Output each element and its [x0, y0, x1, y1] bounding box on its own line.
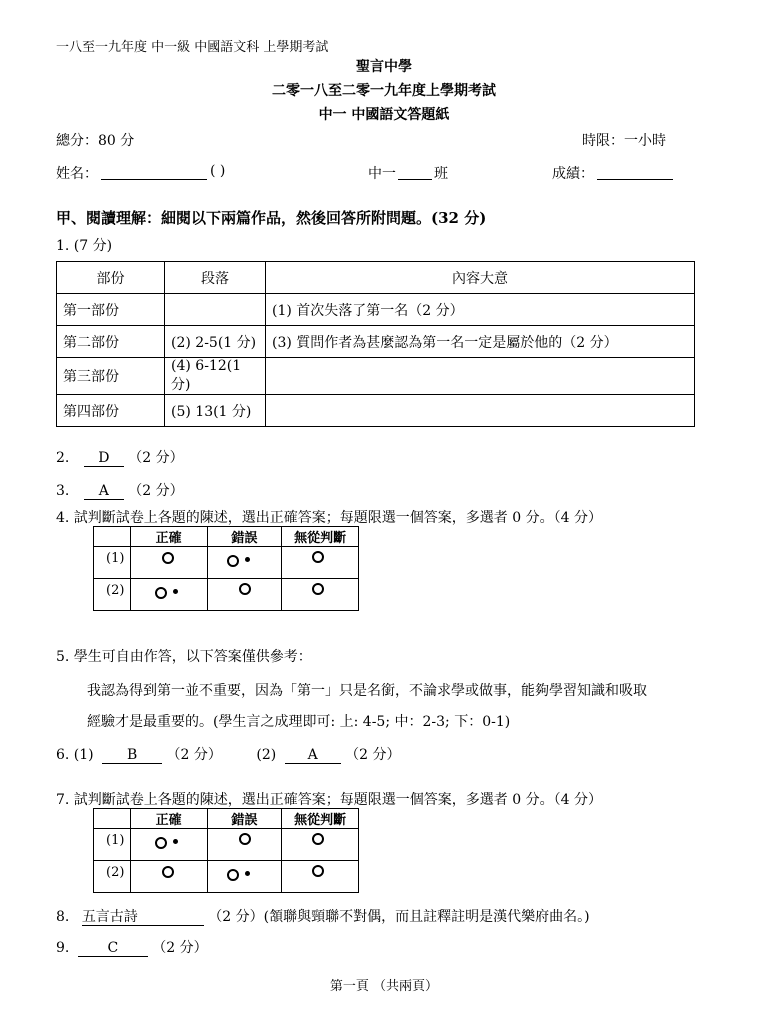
q6-answer-2: A	[285, 748, 341, 764]
grid-header-row	[94, 809, 359, 829]
q8-answer: 五言古詩	[82, 910, 204, 926]
grade-label: 成績：	[552, 166, 594, 182]
table-row	[57, 326, 695, 358]
q1-label: 1. (7 分)	[56, 238, 113, 254]
q5-answer-line-1: 我認為得到第一並不重要，因為「第一」只是名銜，不論求學或做事，能夠學習知識和吸取	[87, 683, 647, 699]
table-cell: (1) 首次失落了第一名（2 分）	[266, 294, 695, 326]
row-label: (2)	[106, 865, 125, 880]
q8-line	[56, 906, 590, 926]
selected-dot-icon	[245, 871, 250, 876]
header-top-line: 一八至一九年度 中一級 中國語文科 上學期考試	[56, 40, 329, 55]
option-circle-icon	[312, 833, 324, 845]
time-limit: 時限：一小時	[582, 133, 666, 149]
q6-prefix: 6. (1)	[56, 747, 94, 763]
option-circle-icon	[162, 552, 174, 564]
option-circle-icon	[155, 837, 167, 849]
selected-dot-icon	[245, 557, 250, 562]
selected-dot-icon	[173, 589, 178, 594]
q3-answer: A	[84, 484, 124, 500]
header-cell: 段落	[165, 262, 266, 294]
q3-line	[56, 480, 184, 500]
option-circle-icon	[239, 833, 251, 845]
q9-number: 9.	[56, 940, 70, 956]
grid-header-cell: 無從判斷	[282, 809, 359, 829]
row-label: (1)	[106, 551, 125, 566]
header-cell: 部份	[57, 262, 165, 294]
table-row	[57, 395, 695, 427]
row-label: (2)	[106, 583, 125, 598]
grid-header-cell: 正確	[130, 527, 207, 547]
q6-label-2: (2)	[256, 747, 277, 763]
q8-rest: （2 分）(頷聯與頸聯不對偶，而且註釋註明是漢代樂府曲名。)	[208, 909, 590, 925]
q4-answer-grid	[93, 526, 359, 611]
q9-marks: （2 分）	[152, 940, 208, 956]
total-score: 總分：80 分	[56, 133, 135, 149]
school-name: 聖言中學	[356, 59, 412, 75]
q2-marks: （2 分）	[128, 450, 184, 466]
q3-number: 3.	[56, 483, 70, 499]
paper-title: 中一 中國語文答題紙	[318, 107, 450, 123]
class-number-paren: ( )	[210, 163, 226, 179]
option-circle-icon	[155, 587, 167, 599]
name-blank[interactable]	[101, 164, 207, 180]
name-label: 姓名：	[56, 166, 98, 182]
table-cell: (5) 13(1 分)	[165, 395, 266, 427]
table-cell	[266, 358, 695, 395]
table-row	[57, 294, 695, 326]
q7-answer-grid	[93, 808, 359, 893]
q9-line	[56, 937, 208, 957]
option-circle-icon	[227, 555, 239, 567]
class-suffix: 班	[434, 166, 448, 182]
option-circle-icon	[227, 869, 239, 881]
table-row	[57, 358, 695, 395]
table-cell: (4) 6-12(1 分)	[165, 358, 266, 395]
exam-title: 二零一八至二零一九年度上學期考試	[272, 83, 496, 99]
grid-header-row	[94, 527, 359, 547]
class-prefix: 中一	[368, 166, 396, 182]
q6-marks-2: （2 分）	[345, 747, 401, 763]
grid-header-cell: 正確	[130, 809, 207, 829]
q5-answer-line-2: 經驗才是最重要的。(學生言之成理即可: 上: 4-5; 中：2-3; 下：0-1)	[87, 714, 511, 730]
option-circle-icon	[312, 551, 324, 563]
table-cell: 第四部份	[57, 395, 165, 427]
q9-answer: C	[78, 941, 148, 957]
grid-row	[94, 829, 359, 861]
selected-dot-icon	[173, 839, 178, 844]
grid-row	[94, 861, 359, 893]
row-label: (1)	[106, 833, 125, 848]
q6-answer-1: B	[102, 748, 162, 764]
q7-text: 7. 試判斷試卷上各題的陳述，選出正確答案；每題限選一個答案，多選者 0 分。（4 分）	[56, 792, 602, 808]
option-circle-icon	[162, 866, 174, 878]
table-header-row	[57, 262, 695, 294]
option-circle-icon	[239, 583, 251, 595]
q1-table	[56, 261, 695, 427]
section-a-heading: 甲、閱讀理解：細閱以下兩篇作品，然後回答所附問題。(32 分)	[56, 209, 487, 227]
table-cell: (2) 2-5(1 分)	[165, 326, 266, 358]
grade-blank[interactable]	[597, 164, 673, 180]
q3-marks: （2 分）	[128, 483, 184, 499]
page-footer: 第一頁 （共兩頁）	[329, 979, 439, 994]
grid-header-cell: 錯誤	[207, 809, 282, 829]
table-cell: 第二部份	[57, 326, 165, 358]
q6-marks-1: （2 分）	[166, 747, 222, 763]
header-cell: 內容大意	[266, 262, 695, 294]
class-blank[interactable]	[398, 164, 432, 180]
q8-number: 8.	[56, 909, 70, 925]
q2-line	[56, 447, 184, 467]
grid-row	[94, 547, 359, 579]
table-cell: 第三部份	[57, 358, 165, 395]
q2-answer: D	[84, 451, 124, 467]
q2-number: 2.	[56, 450, 70, 466]
q4-text: 4. 試判斷試卷上各題的陳述，選出正確答案；每題限選一個答案，多選者 0 分。（4 分）	[56, 510, 602, 526]
table-cell: 第一部份	[57, 294, 165, 326]
option-circle-icon	[312, 583, 324, 595]
table-cell	[165, 294, 266, 326]
grid-header-cell: 錯誤	[207, 527, 282, 547]
grid-row	[94, 579, 359, 611]
grid-header-cell: 無從判斷	[282, 527, 359, 547]
table-cell: (3) 質問作者為甚麼認為第一名一定是屬於他的（2 分）	[266, 326, 695, 358]
table-cell	[266, 395, 695, 427]
q6-line	[56, 744, 400, 764]
option-circle-icon	[312, 865, 324, 877]
q5-text: 5. 學生可自由作答，以下答案僅供參考：	[56, 649, 312, 665]
